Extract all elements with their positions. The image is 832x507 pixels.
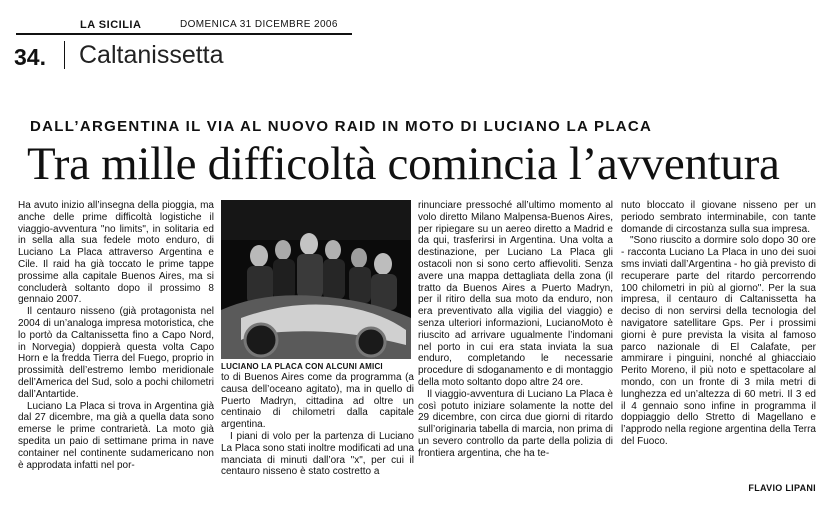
article-kicker: DALL’ARGENTINA IL VIA AL NUOVO RAID IN MOTO DI LUCIANO LA PLACA	[30, 118, 653, 135]
paragraph: Il centauro nisseno (già protagonista nel 2004 di un’analoga impresa motoristica, che lo portò da Caltanissetta fino a Capo Nord, in Norvegia) doppierà questa volta Capo Horn e la fredda Tierra del Fuego, proprio in prossimità dell’estremo lembo meridionale dell’America del Sud, solo a pochi chilometri dall’Antartide.	[18, 306, 214, 400]
article-column-4	[621, 200, 816, 483]
paragraph: "Sono riuscito a dormire solo dopo 30 ore - racconta Luciano La Placa in uno dei suoi sms inviati dall’Argentina - ho già previsto di recuperare parte del ritardo percorrendo 100 chilometri in più al giorno". Per la sua impresa, il centauro di Caltanissetta ha deciso di non servirsi della tecnologia del navigatore satellitare Gps. Per i prossimi giorni è pure prevista la visita al famoso parco nazionale di El Calafate, per ammirare i pinguini, nonché al ghiacciaio Perito Moreno, il più noto e spettacolare al mondo, con un fronte di 3 mila metri di lunghezza ed un’altezza di 60 metri. Il 3 ed il 4 gennaio sono infine in programma il doppiaggio dello Stretto di Magellano e l’approdo nella regione argentina della Terra del Fuoco.	[621, 235, 816, 447]
article-headline: Tra mille difficoltà comincia l’avventura	[27, 138, 780, 190]
article-photo	[221, 200, 411, 359]
paragraph: Ha avuto inizio all’insegna della pioggia, ma anche delle prime difficoltà logistiche il viaggio-avventura "no limits", in solitaria ed in sella alla sua fedele moto enduro, di Luciano La Placa attraverso Argentina e Cile. Il raid ha già toccato le prime tappe prossime alla capitale Buenos Aires, ma si concluderà soltanto dopo il prossimo 8 gennaio 2007.	[18, 200, 214, 306]
author-byline: FLAVIO LIPANI	[748, 483, 816, 493]
article-column-3	[418, 200, 613, 504]
article-column-1	[18, 200, 214, 504]
paragraph: to di Buenos Aires come da programma (a causa dell’oceano agitato), ma in quello di Puerto Madryn, cittadina ad oltre un centinaio di chilometri dalla capitale argentina.	[221, 372, 414, 431]
section-title: Caltanissetta	[79, 41, 224, 69]
issue-date: DOMENICA 31 DICEMBRE 2006	[180, 19, 338, 30]
paragraph: I piani di volo per la partenza di Luciano La Placa sono stati inoltre modificati ad una manciata di minuti dall’ora "x", per cui il centauro nisseno è stato costretto a	[221, 430, 414, 478]
paragraph: Il viaggio-avventura di Luciano La Placa è così potuto iniziare solamente la notte del 29 dicembre, con circa due giorni di ritardo sull’originaria tabella di marcia, non prima di un severo controllo da parte della polizia di frontiera argentina, che ha te-	[418, 388, 613, 459]
header-rule	[16, 33, 352, 35]
paragraph: Luciano La Placa si trova in Argentina già dal 27 dicembre, ma già a quella data sono emerse le prime contrarietà. La moto già spedita un paio di settimane prima in nave container nel continente sudamericano non è approdata infatti nel por-	[18, 400, 214, 471]
paragraph: rinunciare pressoché all’ultimo momento al volo diretto Milano Malpensa-Buenos Aires, per ripiegare su un aereo diretto a Madrid e da qui, trasferirsi in Argentina. Una volta a destinazione, per Luciano La Placa gli ostacoli non si sono certo affievoliti. Senza avere una mappa dettagliata della zona (il tratto da Buenos Aires a Puerto Madryn, per il ritiro della sua moto da enduro, non era preventivato alla vigilia del viaggio) e senza ulteriori informazioni, LucianoMoto è riuscito ad arrivare ugualmente l’indomani nel porto in cui era stata inviata la sua enduro, completando le necessarie procedure di sdoganamento e di montaggio della moto soltanto dopo altre 24 ore.	[418, 200, 613, 388]
paragraph: nuto bloccato il giovane nisseno per un periodo sembrato interminabile, con tante domande di circostanza sulla sua impresa.	[621, 200, 816, 235]
photo-caption: LUCIANO LA PLACA CON ALCUNI AMICI	[221, 362, 383, 371]
article-column-2	[221, 372, 414, 504]
newspaper-name: LA SICILIA	[80, 19, 142, 31]
section-divider	[64, 41, 65, 69]
page-number: 34.	[14, 44, 46, 70]
